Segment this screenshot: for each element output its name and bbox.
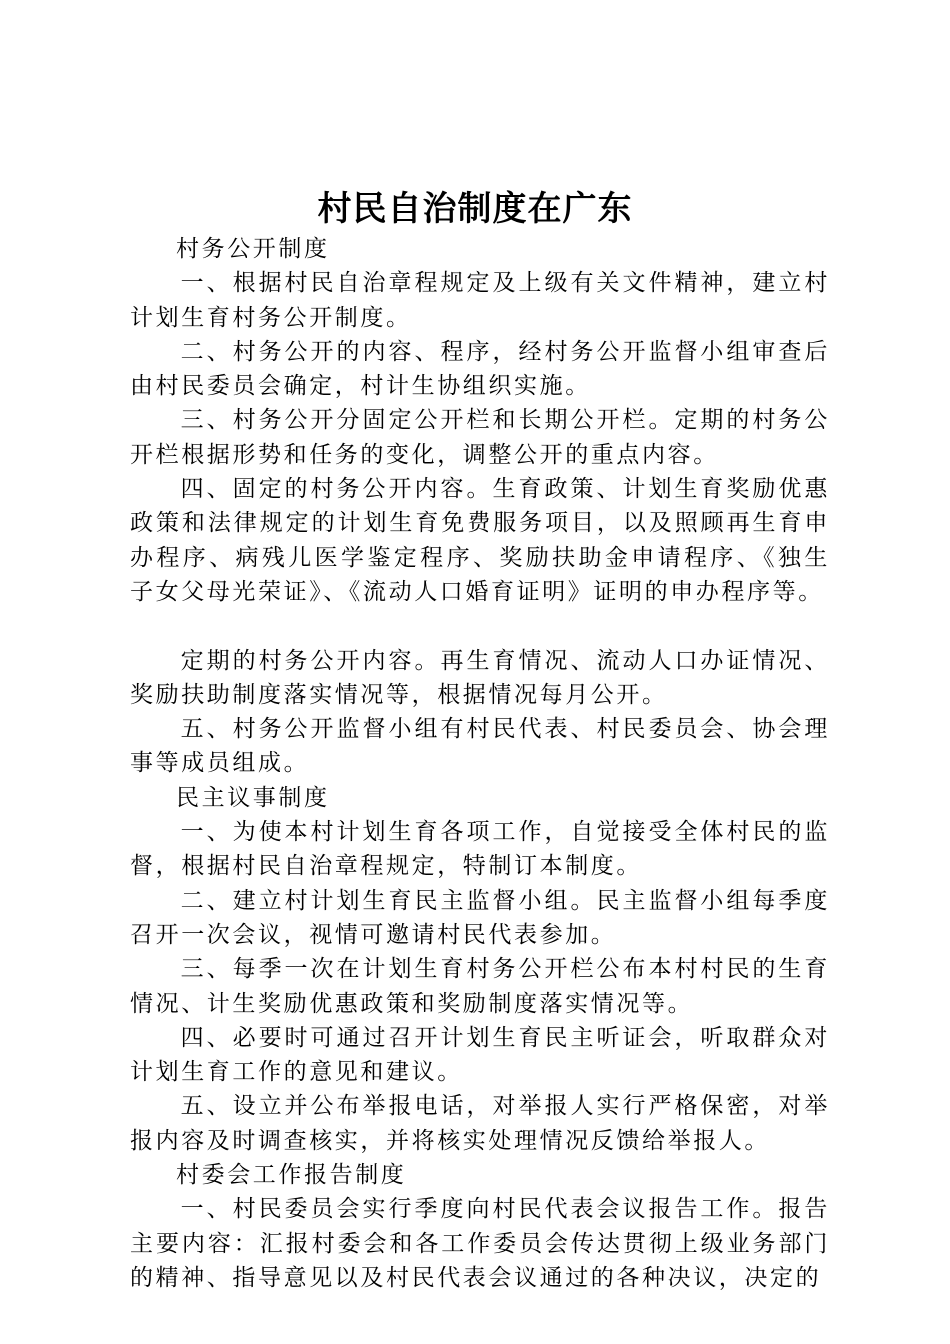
paragraph: 二、建立村计划生育民主监督小组。民主监督小组每季度召开一次会议，视情可邀请村民代表参加。: [130, 887, 830, 948]
document-body: [130, 232, 830, 1295]
paragraph: 一、村民委员会实行季度向村民代表会议报告工作。报告主要内容：汇报村委会和各工作委员会传达贯彻上级业务部门的精神、指导意见以及村民代表会议通过的各种决议，决定的: [130, 1196, 830, 1291]
paragraph: 定期的村务公开内容。再生育情况、流动人口办证情况、奖励扶助制度落实情况等，根据情况每月公开。: [130, 647, 830, 708]
paragraph: 四、固定的村务公开内容。生育政策、计划生育奖励优惠政策和法律规定的计划生育免费服务项目，以及照顾再生育申办程序、病残儿医学鉴定程序、奖励扶助金申请程序、《独生子女父母光荣证》、《流动人口婚育证明》证明的申办程序等。: [130, 476, 830, 605]
paragraph: 五、设立并公布举报电话，对举报人实行严格保密，对举报内容及时调查核实，并将核实处理情况反馈给举报人。: [130, 1093, 830, 1154]
paragraph: 三、村务公开分固定公开栏和长期公开栏。定期的村务公开栏根据形势和任务的变化，调整公开的重点内容。: [130, 407, 830, 468]
section-heading-committee-report: 村委会工作报告制度: [176, 1162, 407, 1189]
section-heading-democratic-deliberation: 民主议事制度: [176, 784, 330, 811]
paragraph: 二、村务公开的内容、程序，经村务公开监督小组审查后由村民委员会确定，村计生协组织实施。: [130, 338, 830, 400]
section-heading-village-affairs: 村务公开制度: [176, 236, 330, 262]
paragraph: 一、根据村民自治章程规定及上级有关文件精神，建立村计划生育村务公开制度。: [130, 270, 830, 331]
document-title: 村民自治制度在广东: [317, 189, 633, 229]
paragraph: 四、必要时可通过召开计划生育民主听证会，听取群众对计划生育工作的意见和建议。: [130, 1024, 830, 1086]
paragraph: 一、为使本村计划生育各项工作，自觉接受全体村民的监督，根据村民自治章程规定，特制订本制度。: [130, 819, 830, 880]
paragraph: 三、每季一次在计划生育村务公开栏公布本村村民的生育情况、计生奖励优惠政策和奖励制度落实情况等。: [130, 956, 830, 1017]
paragraph: 五、村务公开监督小组有村民代表、村民委员会、协会理事等成员组成。: [130, 716, 830, 777]
